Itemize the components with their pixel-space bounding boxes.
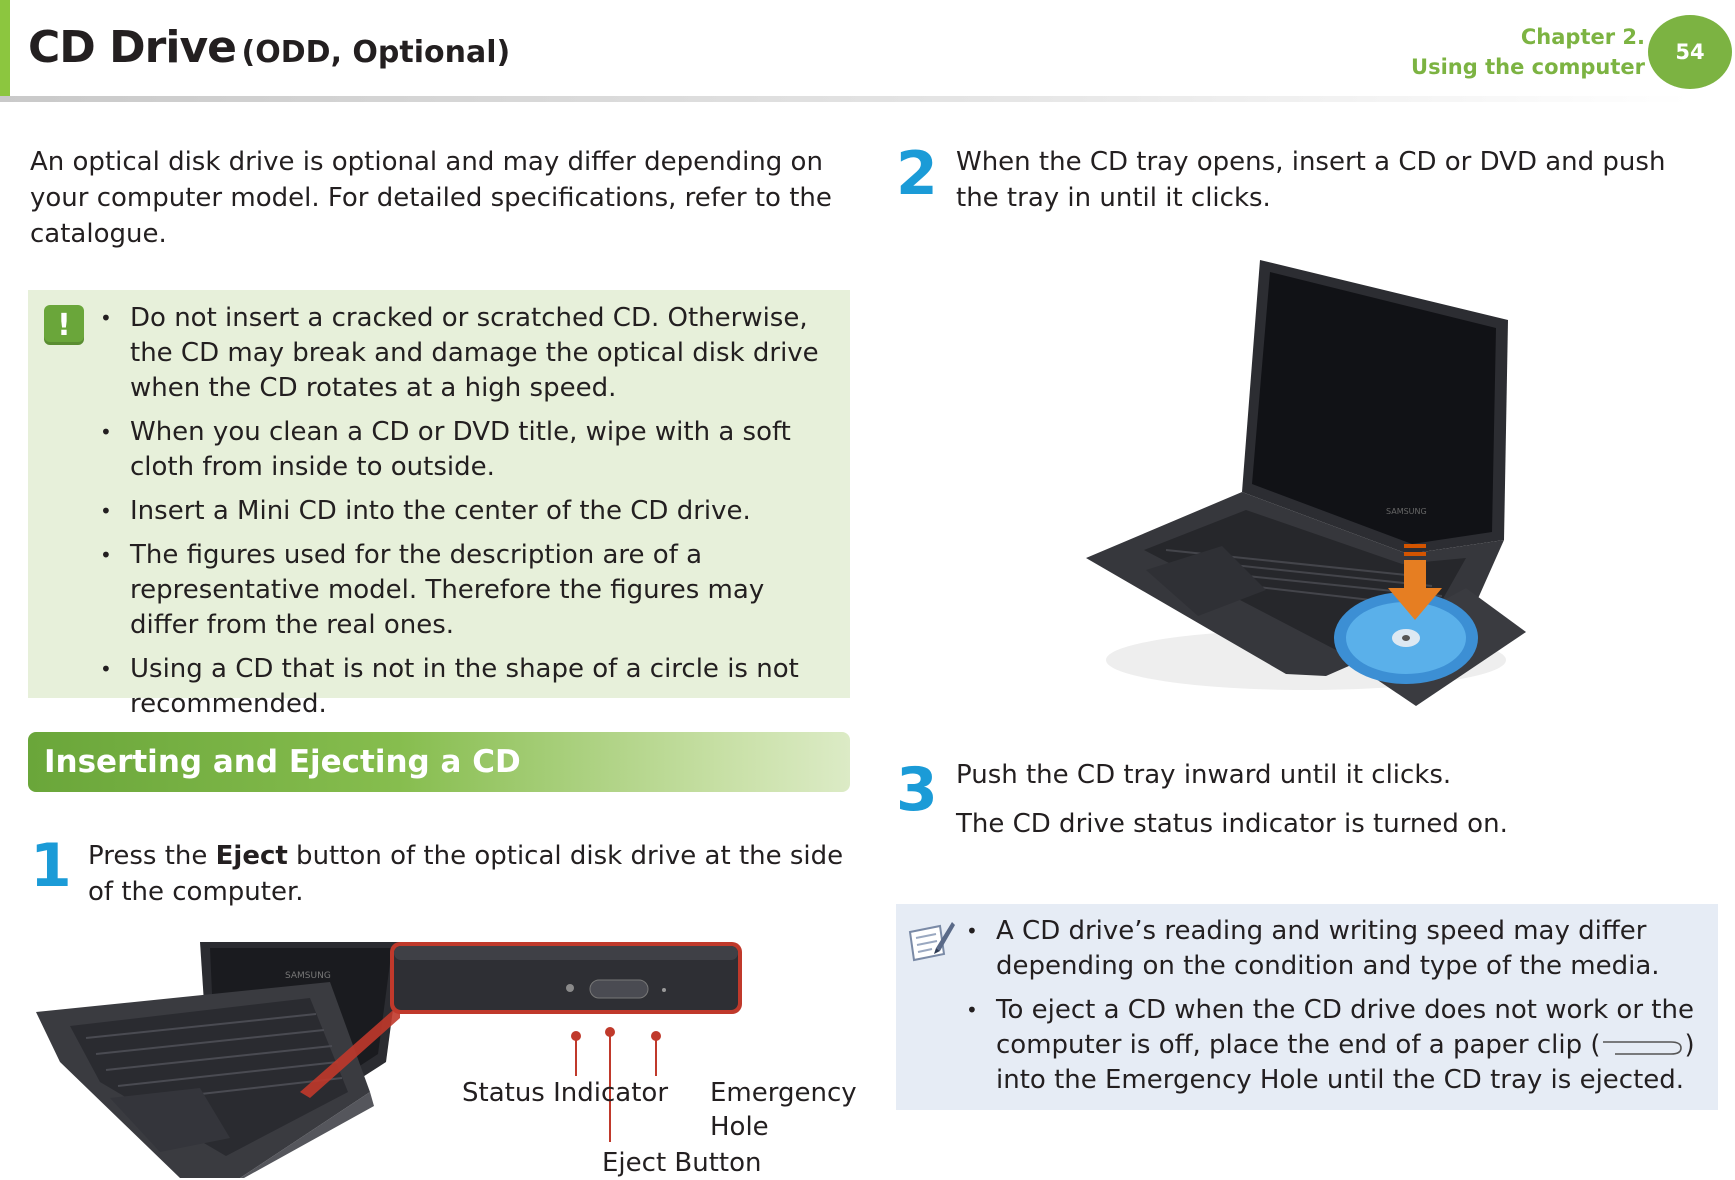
chapter-name: Using the computer xyxy=(1411,55,1645,79)
step-3-line-2: The CD drive status indicator is turned on. xyxy=(956,809,1508,839)
caution-item: • When you clean a CD or DVD title, wipe with a soft cloth from inside to outside. xyxy=(94,415,836,485)
header-divider xyxy=(0,96,1690,102)
note-list xyxy=(960,914,1702,1107)
cd-hole xyxy=(1402,635,1410,641)
status-led xyxy=(566,984,574,992)
page-title-main: CD Drive xyxy=(28,22,236,73)
intro-line-1: An optical disk drive is optional and may differ depending on xyxy=(30,147,823,177)
step-1-suffix: button of the optical disk drive at the side of the computer. xyxy=(88,841,844,907)
callout-status-indicator: Status Indicator xyxy=(462,1078,669,1108)
step-2-text: When the CD tray opens, insert a CD or DVD and push the tray in until it clicks. xyxy=(956,147,1666,213)
chapter-label xyxy=(1411,22,1645,82)
callout-emergency-line2: Hole xyxy=(710,1112,769,1142)
note-item xyxy=(960,993,1702,1098)
intro-paragraph xyxy=(30,144,860,252)
step-1-number: 1 xyxy=(30,831,72,901)
brand-logo: SAMSUNG xyxy=(285,971,331,981)
caution-list xyxy=(94,301,836,731)
callout-emergency-hole xyxy=(710,1076,857,1144)
step-2-number: 2 xyxy=(896,139,938,209)
caution-item: • Do not insert a cracked or scratched CD. Otherwise, the CD may break and damage the optical disk drive when the CD rotates at a high speed. xyxy=(94,301,836,406)
caution-item: • Using a CD that is not in the shape of a circle is not recommended. xyxy=(94,652,836,722)
step-1-text xyxy=(88,838,848,910)
note-item-2-after: ) into the Emergency Hole until the CD tray is ejected. xyxy=(996,1030,1695,1095)
chapter-number: Chapter 2. xyxy=(1520,25,1645,49)
intro-line-2: your computer model. For detailed specifications, refer to the xyxy=(30,183,832,213)
page-number-badge: 54 xyxy=(1648,15,1732,89)
emergency-hole-graphic xyxy=(662,988,666,992)
laptop-cd-tray-illustration xyxy=(1086,260,1526,716)
page-title xyxy=(28,22,510,73)
callout-eject-button: Eject Button xyxy=(602,1148,762,1178)
header-accent-bar xyxy=(0,0,10,97)
caution-item: • Insert a Mini CD into the center of the CD drive. xyxy=(94,494,836,529)
step-3-number: 3 xyxy=(896,755,938,825)
intro-line-3: catalogue. xyxy=(30,219,167,249)
eject-term: Eject xyxy=(215,841,288,871)
page-title-sub: (ODD, Optional) xyxy=(241,35,511,70)
drive-top-edge xyxy=(394,946,738,960)
paper-clip-icon xyxy=(1601,1035,1685,1057)
caution-item: • The figures used for the description are of a representative model. Therefore the figures may differ from the real ones. xyxy=(94,538,836,643)
note-item: • A CD drive’s reading and writing speed may differ depending on the condition and type of the media. xyxy=(960,914,1702,984)
brand-logo: SAMSUNG xyxy=(1386,507,1427,516)
callout-emergency-line1: Emergency xyxy=(710,1078,857,1108)
exclamation-icon: ! xyxy=(44,305,84,345)
step-3-line-1: Push the CD tray inward until it clicks. xyxy=(956,760,1452,790)
callout-dots xyxy=(571,1027,661,1041)
eject-button-graphic xyxy=(590,980,648,998)
step-1-prefix: Press the xyxy=(88,841,216,871)
memo-pencil-icon xyxy=(906,918,956,964)
section-title: Inserting and Ejecting a CD xyxy=(44,744,521,780)
note-item-2-before: To eject a CD when the CD drive does not work or the computer is off, place the end of a paper clip ( xyxy=(996,995,1694,1060)
